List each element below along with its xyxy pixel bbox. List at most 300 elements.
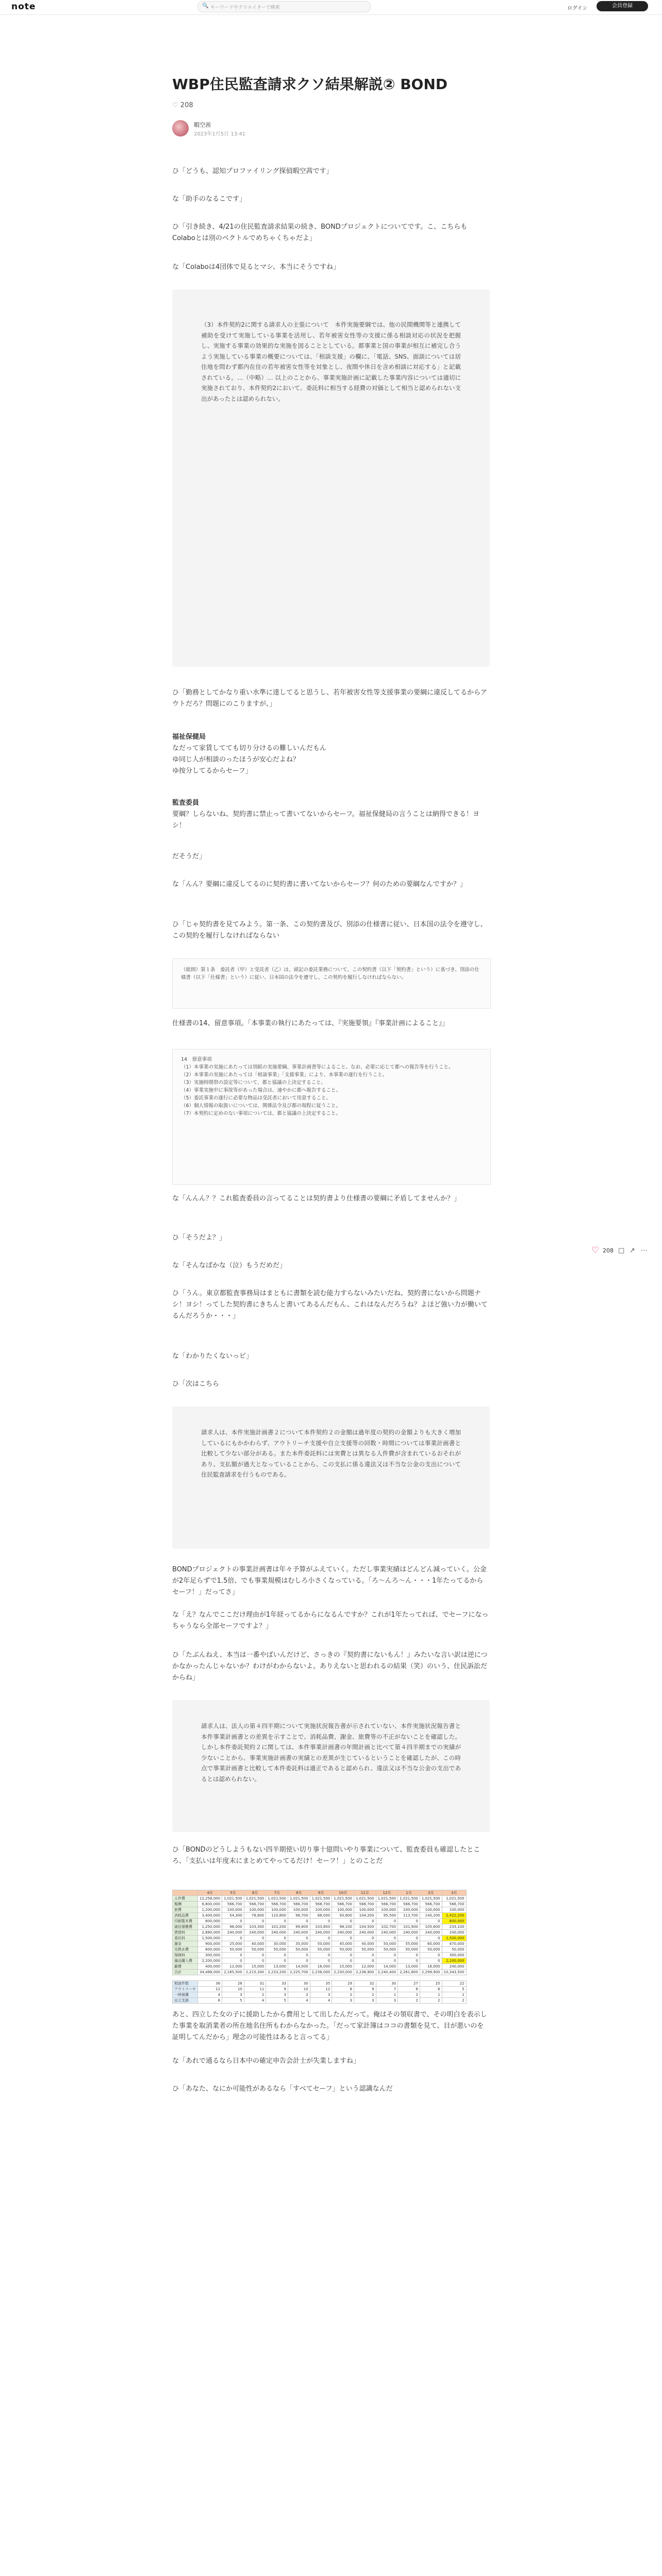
sheet-row-label: 人件費 bbox=[173, 1896, 198, 1902]
sheet-cell: 566,700 bbox=[288, 1902, 310, 1907]
sheet-cell: 0 bbox=[288, 1919, 310, 1924]
sheet-cell: 15,000 bbox=[244, 1964, 266, 1970]
sheet-cell: 566,700 bbox=[222, 1902, 244, 1907]
sheet-cell: 0 bbox=[354, 1958, 376, 1964]
sheet-row bbox=[173, 1913, 467, 1919]
sheet-cell: 240,000 bbox=[398, 1930, 420, 1936]
sheet-cell: 35,000 bbox=[288, 1941, 310, 1947]
sheet-cell: 0 bbox=[420, 1953, 442, 1958]
sheet-cell: 55,000 bbox=[398, 1941, 420, 1947]
sheet-cell: 101,200 bbox=[266, 1924, 288, 1930]
sheet-cell: 566,700 bbox=[244, 1902, 266, 1907]
sheet-row-label: 旅費 bbox=[173, 1907, 198, 1913]
sheet-cell: 30 bbox=[376, 1981, 398, 1987]
audit-block bbox=[172, 798, 490, 832]
sheet-cell: 400,000 bbox=[198, 1964, 222, 1970]
sheet-cell: 1,021,500 bbox=[376, 1896, 398, 1902]
sheet-row-label: 消耗品費 bbox=[173, 1913, 198, 1919]
sheet-cell: 10 bbox=[222, 1987, 244, 1992]
sheet-cell: 1,021,500 bbox=[354, 1896, 376, 1902]
sheet-cell: 8 bbox=[332, 1987, 354, 1992]
sheet-cell: 1,021,500 bbox=[420, 1896, 442, 1902]
sheet-cell: 0 bbox=[222, 1958, 244, 1964]
search-icon: 🔍 bbox=[202, 3, 209, 9]
sheet-row bbox=[173, 1907, 467, 1913]
sheet-row bbox=[173, 1992, 467, 1998]
floating-actions bbox=[591, 1245, 648, 1258]
sheet-row-label: 通信運搬費 bbox=[173, 1924, 198, 1930]
sheet-cell: 7 bbox=[376, 1987, 398, 1992]
sheet-cell: 60,000 bbox=[420, 1941, 442, 1947]
sheet-cell: 0 bbox=[222, 1953, 244, 1958]
sheet-cell: 0 bbox=[288, 1953, 310, 1958]
paragraph: な「そんなばかな（泣）もうだめだ」 bbox=[172, 1262, 287, 1269]
sheet-row-label: 一時保護 bbox=[173, 1992, 198, 1998]
sheet-cell: 36 bbox=[198, 1981, 222, 1987]
sheet-cell: 0 bbox=[420, 1936, 442, 1941]
sheet-cell: 0 bbox=[376, 1958, 398, 1964]
sheet-cell: 103,300 bbox=[244, 1924, 266, 1930]
sheet-cell: 300,000 bbox=[198, 1953, 222, 1958]
publish-date: 2023年1月5日 13:41 bbox=[194, 131, 246, 137]
sheet-cell: 96,000 bbox=[222, 1924, 244, 1930]
sheet-cell: 0 bbox=[354, 1953, 376, 1958]
sheet-row bbox=[173, 1953, 467, 1958]
sheet-cell: 1,021,500 bbox=[288, 1896, 310, 1902]
sheet-cell: 6 bbox=[198, 1998, 222, 2004]
sheet-cell: 100,000 bbox=[398, 1907, 420, 1913]
sheet-cell: 2,261,800 bbox=[398, 1970, 420, 1975]
paragraph: BONDプロジェクトの事業計画書は年々予算がふえていく。ただし事業実績はどんどん減っていく。公金が2年足らずで1.5倍、でも事業規模はむしろ小さくなっている。「ろ〜んろ〜ん・・・1年たってるからセーフ！」だってさ」 bbox=[172, 1566, 487, 1596]
sheet-cell: 0 bbox=[310, 1919, 332, 1924]
heart-icon: ♡ bbox=[172, 101, 178, 109]
sheet-cell: 12,000 bbox=[354, 1964, 376, 1970]
sheet-cell: 4 bbox=[310, 1998, 332, 2004]
sheet-cell: 0 bbox=[288, 1936, 310, 1941]
paragraph: 仕様書の14、留意事項。「本事業の執行にあたっては、『実施要領』『事業計画によること』」 bbox=[172, 1020, 449, 1027]
sheet-cell: 0 bbox=[332, 1919, 354, 1924]
sheet-cell: 1,021,500 bbox=[222, 1896, 244, 1902]
sheet-row-label: 賃借料 bbox=[173, 1930, 198, 1936]
paragraph: ひ「次はこちら bbox=[172, 1380, 220, 1388]
sheet-cell: 50,000 bbox=[310, 1941, 332, 1947]
sheet-cell: 25 bbox=[420, 1981, 442, 1987]
sheet-cell: 0 bbox=[332, 1958, 354, 1964]
sheet-cell: 13,000 bbox=[398, 1964, 420, 1970]
sheet-cell: 30,000 bbox=[266, 1941, 288, 1947]
sheet-cell: 50,000 bbox=[244, 1947, 266, 1953]
sheet-cell: 0 bbox=[222, 1919, 244, 1924]
sheet-cell: 0 bbox=[398, 1919, 420, 1924]
sheet-cell: 6 bbox=[420, 1987, 442, 1992]
audit-heading: 監査委員 bbox=[172, 799, 200, 807]
sheet-cell: 35 bbox=[310, 1981, 332, 1987]
sheet-cell: 100,000 bbox=[420, 1907, 442, 1913]
sheet-cell: 2,422,200 bbox=[442, 1913, 466, 1919]
sheet-cell: 2,200,000 bbox=[442, 1958, 466, 1964]
sheet-cell: 470,000 bbox=[442, 1941, 466, 1947]
sheet-cell: 54,300 bbox=[222, 1913, 244, 1919]
sheet-row bbox=[173, 1947, 467, 1953]
contract-line: なだって家賃してても切り分けるの難しいんだもん bbox=[172, 744, 327, 752]
sheet-cell: 1 bbox=[442, 1992, 466, 1998]
sheet-cell: 300,000 bbox=[442, 1953, 466, 1958]
paragraph: ひ「たぶんねえ、本当は一番やばいんだけど、さっきの『契約書にないもん！』みたいな言い訳は逆につかなかったんじゃないか？わけがわからないよ。ありえないと思われるの結果（笑）のいう、住民訴訟だからね」 bbox=[172, 1651, 488, 1682]
contract-image bbox=[172, 958, 491, 1009]
side-like-count: 208 bbox=[603, 1247, 614, 1254]
note-logo[interactable]: note bbox=[11, 2, 36, 12]
sheet-cell: 0 bbox=[354, 1936, 376, 1941]
sheet-cell: 2,165,500 bbox=[222, 1970, 244, 1975]
sheet-cell: 50,000 bbox=[222, 1947, 244, 1953]
author-name[interactable]: 暇空茜 bbox=[194, 122, 211, 128]
sheet-cell: 1,021,500 bbox=[266, 1896, 288, 1902]
sheet-cell: 32 bbox=[354, 1981, 376, 1987]
sheet-cell: 50,000 bbox=[442, 1947, 466, 1953]
sheet-cell: 0 bbox=[310, 1936, 332, 1941]
sheet-cell: 100,000 bbox=[288, 1907, 310, 1913]
sheet-cell: 0 bbox=[310, 1953, 332, 1958]
sheet-cell: 0 bbox=[398, 1936, 420, 1941]
sheet-cell: 100,000 bbox=[244, 1907, 266, 1913]
sheet-cell: 50,000 bbox=[376, 1941, 398, 1947]
sheet-cell: 5 bbox=[266, 1998, 288, 2004]
sheet-cell: 2,240,400 bbox=[376, 1970, 398, 1975]
more-icon[interactable]: ⋯ bbox=[641, 1247, 648, 1255]
sheet-cell: 16,000 bbox=[310, 1964, 332, 1970]
sheet-cell: 2 bbox=[354, 1992, 376, 1998]
sheet-cell: 0 bbox=[332, 1953, 354, 1958]
sheet-cell: 1,021,500 bbox=[442, 1896, 466, 1902]
sheet-cell: 240,000 bbox=[222, 1930, 244, 1936]
sheet-cell: 3 bbox=[332, 1998, 354, 2004]
quote-block bbox=[172, 290, 490, 667]
sheet-cell: 240,000 bbox=[266, 1930, 288, 1936]
contract-heading: 福祉保健局 bbox=[172, 733, 206, 741]
sheet-cell: 2,236,000 bbox=[310, 1970, 332, 1975]
sheet-cell: 2 bbox=[420, 1998, 442, 2004]
sheet-cell: 2 bbox=[442, 1998, 466, 2004]
sheet-cell: 4 bbox=[198, 1992, 222, 1998]
sheet-header: 5月 bbox=[222, 1890, 244, 1896]
sheet-cell: 100,000 bbox=[222, 1907, 244, 1913]
sheet-row bbox=[173, 1998, 467, 2004]
sheet-cell: 100,000 bbox=[376, 1907, 398, 1913]
sheet-cell: 104,500 bbox=[354, 1924, 376, 1930]
sheet-cell: 95,500 bbox=[376, 1913, 398, 1919]
sheet-row bbox=[173, 1987, 467, 1992]
sheet-cell: 566,700 bbox=[266, 1902, 288, 1907]
sheet-header bbox=[173, 1890, 198, 1896]
sheet-header: 11月 bbox=[354, 1890, 376, 1896]
sheet-cell: 13,000 bbox=[266, 1964, 288, 1970]
sheet-cell: 50,000 bbox=[354, 1947, 376, 1953]
sheet-cell: 0 bbox=[332, 1936, 354, 1941]
sheet-cell: 110,800 bbox=[266, 1913, 288, 1919]
paragraph: な「え？なんでここだけ理由が1年経ってるからになるんですか？これが1年たってれば、でセーフになっちゃうなら全部セーフですよ？」 bbox=[172, 1611, 489, 1630]
sheet-cell: 566,700 bbox=[332, 1902, 354, 1907]
sheet-cell: 0 bbox=[222, 1936, 244, 1941]
sheet-cell: 5 bbox=[222, 1998, 244, 2004]
sheet-cell: 40,000 bbox=[244, 1941, 266, 1947]
sheet-cell: 0 bbox=[376, 1919, 398, 1924]
sheet-cell: 2,230,000 bbox=[332, 1970, 354, 1975]
sheet-cell: 2,225,700 bbox=[288, 1970, 310, 1975]
sheet-cell: 2,299,900 bbox=[420, 1970, 442, 1975]
sheet-cell: 2,200,000 bbox=[198, 1958, 222, 1964]
sheet-cell: 4 bbox=[288, 1998, 310, 2004]
sheet-cell: 2 bbox=[398, 1992, 420, 1998]
sheet-cell: 240,000 bbox=[310, 1930, 332, 1936]
sheet-cell: 15,000 bbox=[332, 1964, 354, 1970]
sheet-row bbox=[173, 1896, 467, 1902]
sheet-cell: 0 bbox=[266, 1936, 288, 1941]
sheet-cell: 2 bbox=[332, 1992, 354, 1998]
login-link[interactable]: ログイン bbox=[567, 6, 588, 11]
heart-icon[interactable]: ♡ bbox=[591, 1245, 600, 1256]
comment-icon[interactable]: □ bbox=[618, 1247, 625, 1255]
sheet-row bbox=[173, 1964, 467, 1970]
sheet-cell: 10,343,500 bbox=[442, 1970, 466, 1975]
sheet-cell: 12,000 bbox=[222, 1964, 244, 1970]
sheet-cell: 78,800 bbox=[244, 1913, 266, 1919]
sheet-cell: 9 bbox=[266, 1987, 288, 1992]
sheet-cell: 566,700 bbox=[420, 1902, 442, 1907]
sheet-cell: 800,000 bbox=[442, 1919, 466, 1924]
sheet-cell: 28 bbox=[222, 1981, 244, 1987]
paragraph: あと、四立した女の子に援助したから費用として出したんだって。俺はその領収書で、その明白を表示した事業を取消業者の所在地名住所もわからなかった。「だって家計簿はココの書類を見て、目が悪いのを証明してんだから」理念の可能性はあると言ってる」 bbox=[172, 2011, 487, 2041]
sheet-header: 9月 bbox=[310, 1890, 332, 1896]
sheet-cell: 566,700 bbox=[398, 1902, 420, 1907]
sheet-cell: 29 bbox=[332, 1981, 354, 1987]
sheet-cell: 3 bbox=[266, 1992, 288, 1998]
sheet-cell: 6,800,000 bbox=[198, 1902, 222, 1907]
sheet-cell: 3 bbox=[222, 1992, 244, 1998]
sheet-cell: 101,900 bbox=[398, 1924, 420, 1930]
paragraph: ひ「BONDのどうしようもない四半期使い切り事十億問いやり事業について、監査委員も確認したところ、「支払いは年度末にまとめてやってるだけ！セーフ！」とのことだ bbox=[172, 1846, 481, 1865]
sheet-cell: 100,000 bbox=[310, 1907, 332, 1913]
sheet-cell: 34,488,000 bbox=[198, 1970, 222, 1975]
sheet-cell: 0 bbox=[420, 1958, 442, 1964]
sheet-cell: 2,233,200 bbox=[266, 1970, 288, 1975]
budget-spreadsheet bbox=[172, 1890, 467, 2004]
sheet-cell: 12 bbox=[310, 1987, 332, 1992]
sheet-cell: 45,000 bbox=[332, 1941, 354, 1947]
sheet-cell: 566,700 bbox=[354, 1902, 376, 1907]
paragraph: な「んん？要綱に違反してるのに契約書に書いてないからセーフ？何のための要綱なんですか？」 bbox=[172, 880, 467, 888]
sheet-cell: 0 bbox=[288, 1958, 310, 1964]
sheet-row-label: 謝金 bbox=[173, 1941, 198, 1947]
signup-button[interactable]: 会員登録 bbox=[597, 1, 648, 11]
sheet-cell: 27 bbox=[398, 1981, 420, 1987]
sheet-cell: 2,880,000 bbox=[198, 1930, 222, 1936]
sheet-cell: 1,500,000 bbox=[442, 1936, 466, 1941]
sheet-cell: 5 bbox=[442, 1987, 466, 1992]
sheet-cell: 8 bbox=[398, 1987, 420, 1992]
sheet-header: 3月 bbox=[442, 1890, 466, 1896]
sheet-cell: 50,000 bbox=[266, 1947, 288, 1953]
sheet-cell: 4 bbox=[244, 1998, 266, 2004]
contract-line: ゆ按分してるからセーフ」 bbox=[172, 767, 252, 775]
sheet-row bbox=[173, 1902, 467, 1907]
sheet-cell: 30 bbox=[288, 1981, 310, 1987]
sheet-row-label: 雑費 bbox=[173, 1964, 198, 1970]
sheet-cell: 105,600 bbox=[420, 1924, 442, 1930]
search-placeholder: キーワードやクリエイターで検索 bbox=[210, 5, 280, 10]
sheet-row bbox=[173, 1924, 467, 1930]
sheet-cell: 113,700 bbox=[398, 1913, 420, 1919]
sheet-cell: 1,500,000 bbox=[198, 1936, 222, 1941]
sheet-cell: 2,215,300 bbox=[244, 1970, 266, 1975]
sheet-row-label: アウトリーチ bbox=[173, 1987, 198, 1992]
sheet-cell: 0 bbox=[266, 1953, 288, 1958]
sheet-cell: 1,250,000 bbox=[198, 1924, 222, 1930]
sheet-header: 10月 bbox=[332, 1890, 354, 1896]
sheet-cell: 50,000 bbox=[420, 1947, 442, 1953]
spec-image bbox=[172, 1049, 491, 1185]
paragraph: な「わかりたくないっピ」 bbox=[172, 1352, 253, 1360]
share-icon[interactable]: ↗ bbox=[630, 1247, 635, 1255]
sheet-cell: 240,000 bbox=[244, 1930, 266, 1936]
sheet-cell: 3,400,000 bbox=[198, 1913, 222, 1919]
paragraph: ひ「あなた、なにか可能性があるなら「すべてセーフ」という認識なんだ bbox=[172, 2085, 393, 2093]
sheet-row-label: 備品購入費 bbox=[173, 1958, 198, 1964]
sheet-cell: 0 bbox=[244, 1958, 266, 1964]
sheet-header: 12月 bbox=[376, 1890, 398, 1896]
sheet-cell: 2 bbox=[244, 1992, 266, 1998]
paragraph: ひ「じゃ契約書を見てみよう。第一条、この契約書及び、別添の仕様書に従い、日本国の法令を遵守し、この契約を履行しなければならない bbox=[172, 921, 487, 940]
sheet-cell: 1,200,000 bbox=[198, 1907, 222, 1913]
sheet-cell: 0 bbox=[376, 1936, 398, 1941]
sheet-cell: 1,021,500 bbox=[310, 1896, 332, 1902]
sheet-cell: 900,000 bbox=[198, 1941, 222, 1947]
sheet-cell: 0 bbox=[310, 1958, 332, 1964]
sheet-cell: 566,700 bbox=[442, 1902, 466, 1907]
sheet-cell: 99,800 bbox=[288, 1924, 310, 1930]
sheet-cell: 240,000 bbox=[442, 1964, 466, 1970]
sheet-row bbox=[173, 1936, 467, 1941]
paragraph: ひ「勤務としてかなり重い水準に達してると思うし、若年被害女性等支援事業の要綱に違反してるからアウトだろ？問題にのこりますが、」 bbox=[172, 689, 488, 708]
like-count: 208 bbox=[180, 101, 193, 109]
sheet-cell: 88,000 bbox=[310, 1913, 332, 1919]
sheet-cell: 140,200 bbox=[420, 1913, 442, 1919]
sheet-cell: 103,800 bbox=[310, 1924, 332, 1930]
quote-text: （3）本件契約2に関する請求人の主張について 本件実施要綱では、他の民間機関等と連携して補助を受けて実施している事業を活用し、若年被害女性等の支援に係る相談対応の状況を把握し、実施する事業の効果的な実施を図ることとしている。都事業と国の事業が相互に補完し合うよう実施している事業の概要については、「相談支援」の欄に、「電話、SNS、面談については居住地を問わず都内在住の若年被害女性等を対象とし、夜間や休日を含め相談に対応する」と記載されている。…（中略）… 以上のことから、事業実施計画に記載した事業内容については適切に実施されており、本件契約2において、委託料に相当する経費の対価として相当と認められない支出があったとは認められない。 bbox=[201, 321, 461, 402]
sheet-cell: 0 bbox=[244, 1919, 266, 1924]
sheet-cell: 1 bbox=[376, 1992, 398, 1998]
contract-line: ゆ同じ人が相談のったほうが安心だよね？ bbox=[172, 756, 300, 764]
sheet-cell: 233,100 bbox=[442, 1924, 466, 1930]
sheet-row bbox=[173, 1981, 467, 1987]
sheet-header: 7月 bbox=[266, 1890, 288, 1896]
sheet-cell: 566,700 bbox=[376, 1902, 398, 1907]
sheet-spacer bbox=[173, 1975, 467, 1981]
sheet-row-label: 光熱水費 bbox=[173, 1947, 198, 1953]
article-title: WBP住民監査請求クソ結果解説② BOND bbox=[172, 76, 448, 93]
sheet-cell: 14,000 bbox=[288, 1964, 310, 1970]
paragraph: な「助手のなるこです」 bbox=[172, 195, 246, 203]
sheet-cell: 31 bbox=[244, 1981, 266, 1987]
sheet-cell: 102,700 bbox=[376, 1924, 398, 1930]
sheet-cell: 100,000 bbox=[442, 1907, 466, 1913]
sheet-cell: 25,000 bbox=[222, 1941, 244, 1947]
paragraph: な「あれで通るなら日本中の確定申告会計士が失業しますね」 bbox=[172, 2057, 360, 2065]
paragraph: な「んんん？？これ監査委員の言ってることは契約書より仕様書の要綱に矛盾してませんか？」 bbox=[172, 1195, 461, 1202]
sheet-cell: 2 bbox=[288, 1992, 310, 1998]
quote-text: 請求人は、本件実施計画書２について本件契約２の金額は過年度の契約の金額よりも大きく増加しているにもかかわらず、アウトリーチ支援や自立支援等の回数・時間については事業計画書と比較して少ない部分がある。また本件委託料には実費とは異なる人件費が含まれているおそれがあり、支払額が過大となっていることから、この支払に係る違法又は不当な公金の支出について住民監査請求を行うものである。 bbox=[201, 1429, 461, 1478]
sheet-cell: 50,000 bbox=[288, 1947, 310, 1953]
sheet-row-label: 保険料 bbox=[173, 1953, 198, 1958]
sheet-cell: 100,000 bbox=[354, 1907, 376, 1913]
contract-article-text: （総則）第１条 委託者（甲）と受託者（乙）は、頭記の委託業務について、この契約書（以下「契約書」という）に基づき、別添の仕様書（以下「仕様書」という）に従い、日本国の法令を遵守し、この契約を履行しなければならない。 bbox=[181, 967, 479, 980]
author-avatar[interactable] bbox=[172, 120, 189, 137]
sheet-cell: 12 bbox=[198, 1987, 222, 1992]
sheet-cell: 16,000 bbox=[420, 1964, 442, 1970]
paragraph: だそうだ」 bbox=[172, 853, 206, 860]
quote-block bbox=[172, 1406, 490, 1549]
sheet-cell: 800,000 bbox=[198, 1919, 222, 1924]
sheet-cell: 1 bbox=[420, 1992, 442, 1998]
sheet-cell: 12,258,000 bbox=[198, 1896, 222, 1902]
sheet-row bbox=[173, 1930, 467, 1936]
sheet-cell: 240,000 bbox=[442, 1930, 466, 1936]
paragraph: ひ「うん。東京都監査事務局はまともに書類を読む能力すらないみたいだね、契約書にないから問題ナシ！ヨシ！ってした契約書にきちんと書いてあるんだもん、これはなんだろうね？よほど強い力が働いてるんだろうか・・・」 bbox=[172, 1290, 488, 1320]
paragraph: ひ「どうも、認知プロファイリング探偵暇空茜です」 bbox=[172, 167, 333, 175]
paragraph: ひ「そうだよ？」 bbox=[172, 1234, 226, 1242]
sheet-cell: 600,000 bbox=[198, 1947, 222, 1953]
contract-block bbox=[172, 732, 490, 777]
sheet-cell: 50,000 bbox=[310, 1947, 332, 1953]
sheet-cell: 3 bbox=[354, 1998, 376, 2004]
sheet-cell: 1,021,500 bbox=[332, 1896, 354, 1902]
sheet-cell: 11 bbox=[244, 1987, 266, 1992]
sheet-header: 2月 bbox=[420, 1890, 442, 1896]
sheet-cell: 10 bbox=[288, 1987, 310, 1992]
spec-text: 14 留意事項 （1）本事業の実施にあたっては別紙の実施要綱、事業計画書等によること。なお、必要に応じて都への報告等を行うこと。 （2）本事業の実施にあたっては「相談事業」「支援事業」により、本事業の遂行を行うこと。 （3）実施時間帯の設定等について、都と協議の上決定すること。 （4）事業実施中に事故等があった場合は、速やかに都へ報告すること。 （5）委託事業の遂行に必要な物品は受託者において用意すること。 （6）個人情報の取扱いについては、関係法令及び都の規程に従うこと。 （7）本契約に定めのない事項については、都と協議の上決定すること。 bbox=[181, 1057, 454, 1116]
like-count-row[interactable] bbox=[172, 101, 193, 109]
search-box[interactable] bbox=[197, 1, 371, 12]
sheet-header: 8月 bbox=[288, 1890, 310, 1896]
sheet-cell: 1,021,500 bbox=[244, 1896, 266, 1902]
sheet-cell: 0 bbox=[354, 1919, 376, 1924]
sheet-cell: 100,000 bbox=[266, 1907, 288, 1913]
sheet-cell: 240,000 bbox=[376, 1930, 398, 1936]
sheet-row bbox=[173, 1941, 467, 1947]
sheet-row-label: 委託料 bbox=[173, 1936, 198, 1941]
sheet-row bbox=[173, 1958, 467, 1964]
quote-block bbox=[172, 1700, 490, 1832]
sheet-cell: 566,700 bbox=[310, 1902, 332, 1907]
sheet-header: 6月 bbox=[244, 1890, 266, 1896]
sheet-cell: 98,700 bbox=[288, 1913, 310, 1919]
sheet-cell: 3 bbox=[376, 1998, 398, 2004]
sheet-cell: 240,000 bbox=[354, 1930, 376, 1936]
sheet-cell: 104,200 bbox=[354, 1913, 376, 1919]
sheet-cell: 22 bbox=[442, 1981, 466, 1987]
sheet-header: 1月 bbox=[398, 1890, 420, 1896]
sheet-cell: 100,000 bbox=[332, 1907, 354, 1913]
sheet-cell: 2,238,900 bbox=[354, 1970, 376, 1975]
sheet-cell: 3 bbox=[310, 1992, 332, 1998]
sheet-cell: 0 bbox=[376, 1953, 398, 1958]
sheet-cell: 50,000 bbox=[376, 1947, 398, 1953]
sheet-cell: 98,100 bbox=[332, 1924, 354, 1930]
sheet-cell: 240,000 bbox=[420, 1930, 442, 1936]
sheet-cell: 93,600 bbox=[332, 1913, 354, 1919]
sheet-row-label: 印刷製本費 bbox=[173, 1919, 198, 1924]
sheet-row-label: 自立支援 bbox=[173, 1998, 198, 2004]
top-bar bbox=[0, 0, 662, 15]
